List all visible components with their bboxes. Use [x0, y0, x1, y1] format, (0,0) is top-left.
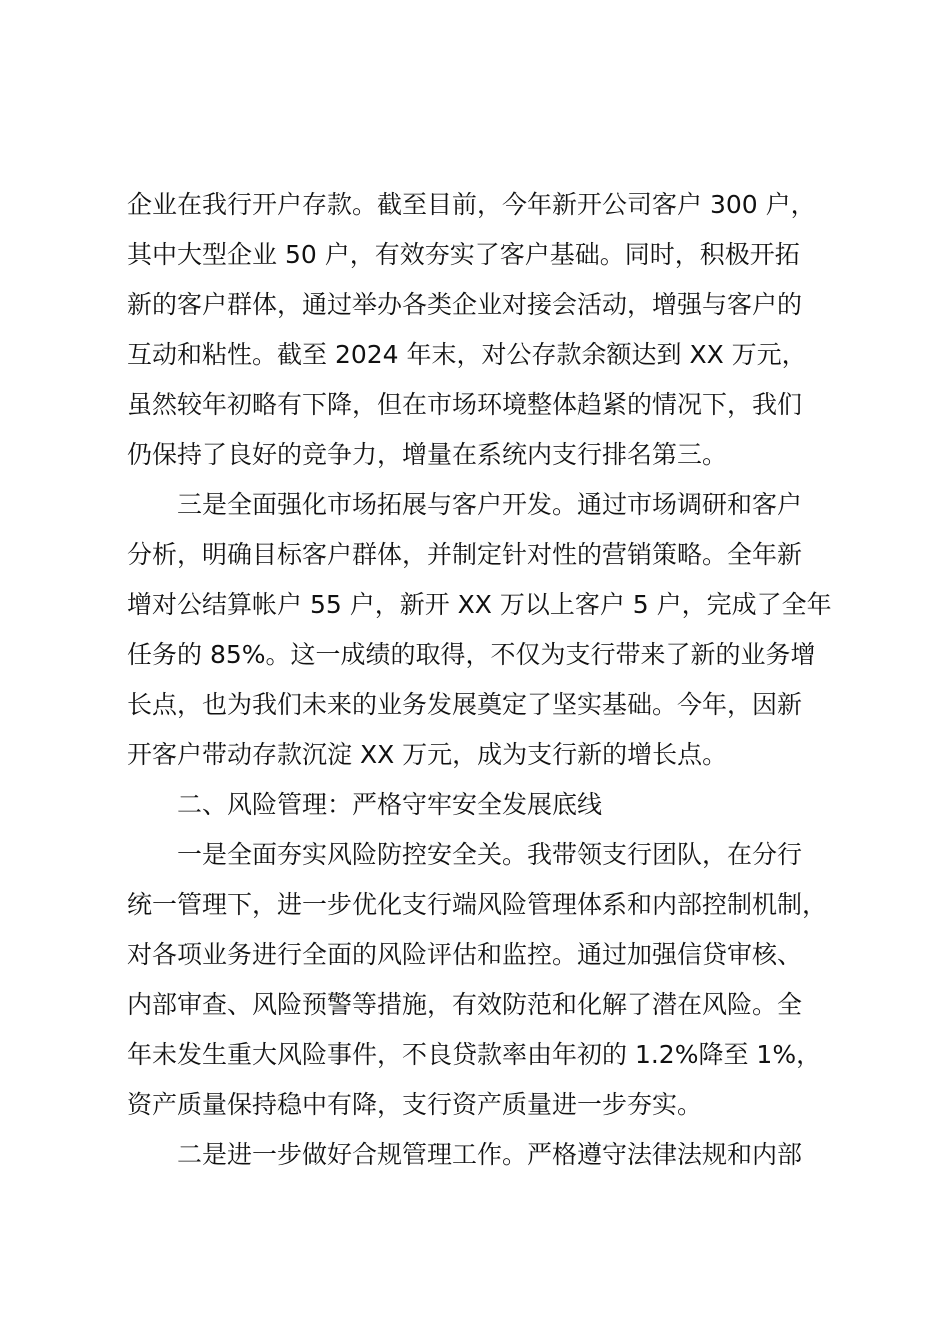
text-line: 资产质量保持稳中有降，支行资产质量进一步夯实。 [127, 1090, 703, 1119]
text-line: 企业在我行开户存款。截至目前，今年新开公司客户 300 户， [127, 190, 816, 219]
document-body [127, 180, 839, 1180]
text-line: 二是进一步做好合规管理工作。严格遵守法律法规和内部 [177, 1140, 803, 1169]
paragraph-market-expansion [127, 480, 839, 780]
section-heading-text: 二、风险管理：严格守牢安全发展底线 [177, 790, 603, 819]
text-line: 互动和粘性。截至 2024 年末，对公存款余额达到 XX 万元， [127, 340, 807, 369]
text-line: 任务的 85%。这一成绩的取得，不仅为支行带来了新的业务增 [127, 640, 816, 669]
text-line: 三是全面强化市场拓展与客户开发。通过市场调研和客户 [177, 490, 803, 519]
text-line: 其中大型企业 50 户，有效夯实了客户基础。同时，积极开拓 [127, 240, 800, 269]
text-line: 增对公结算帐户 55 户，新开 XX 万以上客户 5 户，完成了全年 [127, 590, 832, 619]
text-line: 新的客户群体，通过举办各类企业对接会活动，增强与客户的 [127, 290, 803, 319]
text-line: 对各项业务进行全面的风险评估和监控。通过加强信贷审核、 [127, 940, 803, 969]
text-line: 年未发生重大风险事件，不良贷款率由年初的 1.2%降至 1%， [127, 1040, 822, 1069]
paragraph-deposit-summary [127, 180, 839, 480]
section-heading-risk-management [127, 780, 839, 830]
text-line: 一是全面夯实风险防控安全关。我带领支行团队，在分行 [177, 840, 803, 869]
text-line: 虽然较年初略有下降，但在市场环境整体趋紧的情况下，我们 [127, 390, 803, 419]
text-line: 长点，也为我们未来的业务发展奠定了坚实基础。今年，因新 [127, 690, 803, 719]
text-line: 仍保持了良好的竞争力，增量在系统内支行排名第三。 [127, 440, 728, 469]
paragraph-compliance [127, 1130, 839, 1180]
text-line: 分析，明确目标客户群体，并制定针对性的营销策略。全年新 [127, 540, 803, 569]
text-line: 内部审查、风险预警等措施，有效防范和化解了潜在风险。全 [127, 990, 803, 1019]
text-line: 开客户带动存款沉淀 XX 万元，成为支行新的增长点。 [127, 740, 728, 769]
text-line: 统一管理下，进一步优化支行端风险管理体系和内部控制机制， [127, 890, 828, 919]
paragraph-risk-control [127, 830, 839, 1130]
